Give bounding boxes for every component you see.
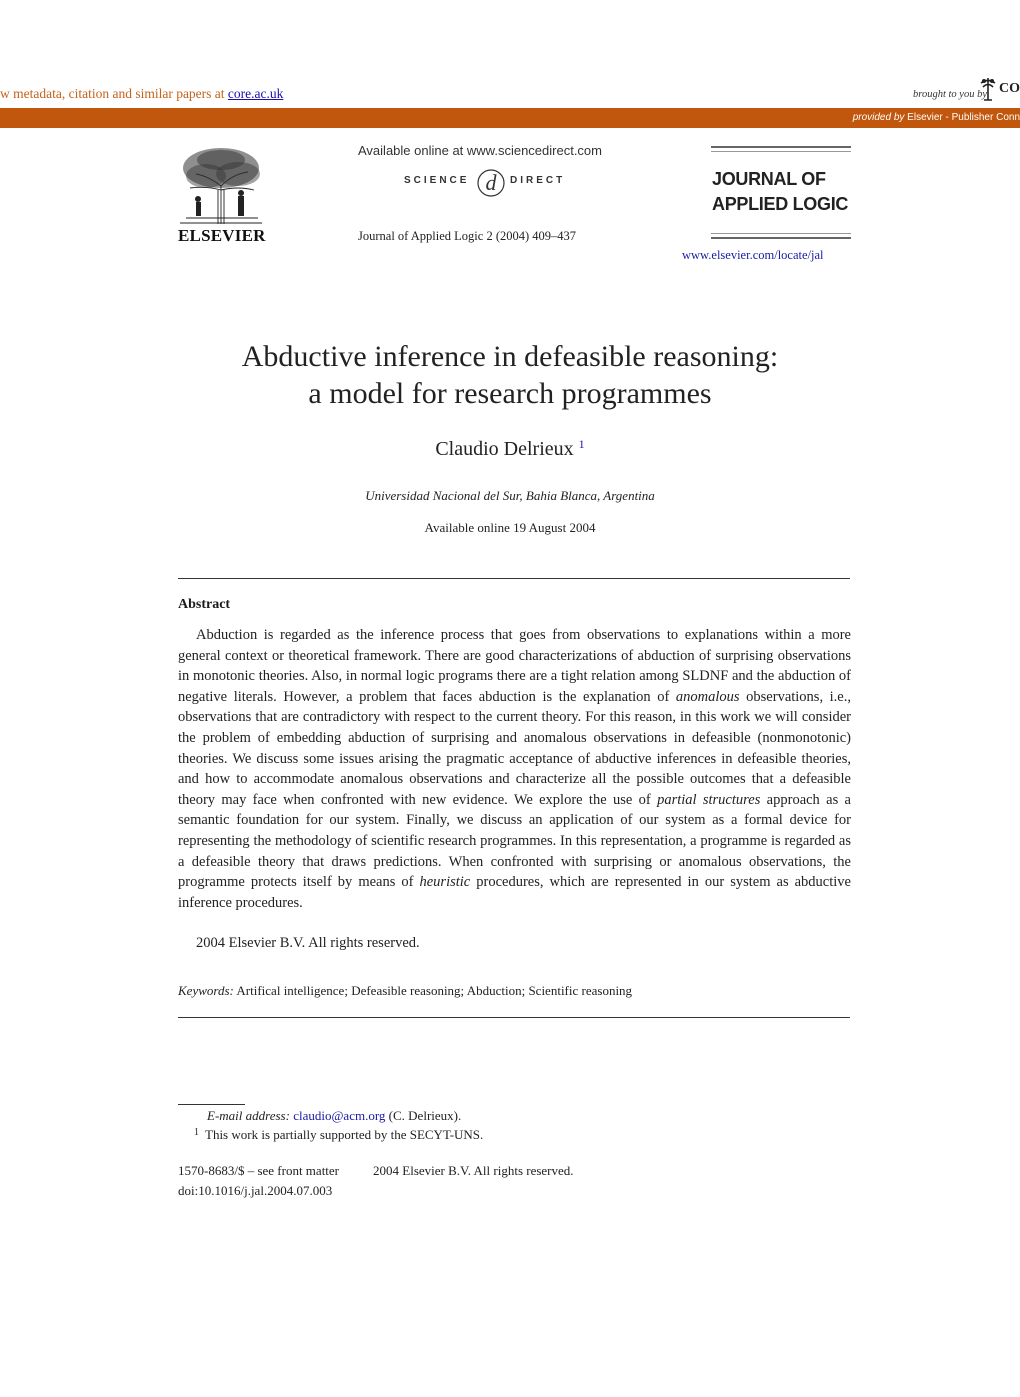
abstract-em-heuristic: heuristic <box>419 874 471 891</box>
article-title <box>0 338 1020 412</box>
sd-at-icon <box>476 163 506 199</box>
journal-rule-top <box>711 146 851 148</box>
sd-science: SCIENCE <box>404 175 470 186</box>
provided-by-label: provided by <box>852 112 905 123</box>
footnote-rule <box>178 1104 245 1105</box>
brought-to-you-by: brought to you by <box>913 89 987 100</box>
provided-by-source[interactable]: Elsevier - Publisher Conn <box>907 112 1020 123</box>
footnote-1 <box>194 1127 483 1143</box>
journal-rule-bottom <box>711 237 851 239</box>
footnote-1-mark: 1 <box>194 1127 199 1138</box>
sciencedirect-available: Available online at www.sciencedirect.com <box>358 143 602 158</box>
abstract-paragraph <box>178 625 851 913</box>
footnote-1-text: This work is partially supported by the SECYT-UNS. <box>205 1127 484 1142</box>
abstract-body <box>178 625 851 913</box>
abstract-copyright: 2004 Elsevier B.V. All rights reserved. <box>196 935 420 951</box>
doi[interactable]: doi:10.1016/j.jal.2004.07.003 <box>178 1183 333 1198</box>
sciencedirect-logo <box>404 163 574 199</box>
footnote-email <box>207 1108 461 1124</box>
abstract-rule-bottom <box>178 1017 850 1018</box>
abstract-em-anomalous: anomalous <box>675 688 740 705</box>
affiliation: Universidad Nacional del Sur, Bahia Blanca, Argentina <box>365 488 655 503</box>
abstract-seg1: Abduction is regarded as the inference process that goes from observations to explanations within a more general context or theoretical framework. There are good characterizations of abduction of surprising observations in monotonic theories. Also, in normal logic programs there are a tight relation among SLDNF and the abduction of negative literals. However, a problem that faces abduction is the explanation of <box>178 627 851 705</box>
keywords <box>178 983 632 999</box>
email-label: E-mail address: <box>207 1108 290 1123</box>
journal-title-line2: APPLIED LOGIC <box>712 194 849 214</box>
core-tree-icon <box>977 76 999 102</box>
issn-line <box>178 1163 574 1179</box>
abstract-seg2: observations, i.e., observations that are contradictory with respect to the current theory. For this reason, in this work we will consider the problem of embedding abduction of surprising and anomalous observations in defeasible (nonmonotonic) theories. We discuss some issues arising the pragmatic acceptance of abductive inferences in defeasible theories, and how to accommodate anomalous observations and characterize all the possible outcomes that a defeasible theory may face when confronted with new evidence. We explore the use of <box>178 688 851 808</box>
available-online-date: Available online 19 August 2004 <box>424 520 596 535</box>
author-footnote-link[interactable]: 1 <box>578 437 585 451</box>
abstract-seg3: approach as a semantic foundation for our system. Finally, we discuss an application of our system as a formal device for representing the methodology of scientific research programmes. In this representation, a programme is regarded as a defeasible theory that draws predictions. When confronted with surprising or anomalous observations, the programme protects itself by means of <box>178 791 851 891</box>
abstract-rule-top <box>178 578 850 579</box>
core-banner-text <box>0 86 283 102</box>
journal-title-line1: JOURNAL OF <box>712 169 826 189</box>
core-logo-text: CO <box>999 81 1020 96</box>
journal-rule-bottom-thin <box>711 233 851 234</box>
core-banner-prefix: w metadata, citation and similar papers at <box>0 86 228 101</box>
sd-direct: DIRECT <box>510 175 566 186</box>
issn-text: 1570-8683/$ – see front matter <box>178 1163 340 1178</box>
abstract-heading: Abstract <box>178 597 231 612</box>
abstract-em-partial: partial structures <box>657 791 761 808</box>
keywords-text: Artifical intelligence; Defeasible reasoning; Abduction; Scientific reasoning <box>236 983 633 998</box>
core-logo[interactable] <box>977 76 1020 104</box>
issn-copyright: 2004 Elsevier B.V. All rights reserved. <box>373 1163 574 1178</box>
journal-rule-top-thin <box>711 151 851 152</box>
email-owner: (C. Delrieux). <box>388 1108 462 1123</box>
author <box>0 437 1020 461</box>
abstract-seg4: procedures, which are represented in our system as abductive inference procedures. <box>178 874 851 911</box>
keywords-label: Keywords: <box>178 983 234 998</box>
provided-by <box>853 112 1020 123</box>
elsevier-wordmark: ELSEVIER <box>178 226 266 245</box>
article-title-line2: a model for research programmes <box>308 377 712 410</box>
core-link[interactable]: core.ac.uk <box>227 86 284 101</box>
svg-text:d: d <box>485 170 497 195</box>
journal-url-link[interactable]: www.elsevier.com/locate/jal <box>682 248 824 262</box>
article-title-line1: Abductive inference in defeasible reasoning: <box>241 340 779 373</box>
elsevier-tree-logo <box>178 146 264 226</box>
journal-citation: Journal of Applied Logic 2 (2004) 409–437 <box>358 229 577 243</box>
email-link[interactable]: claudio@acm.org <box>293 1108 386 1123</box>
author-name: Claudio Delrieux <box>435 438 574 460</box>
